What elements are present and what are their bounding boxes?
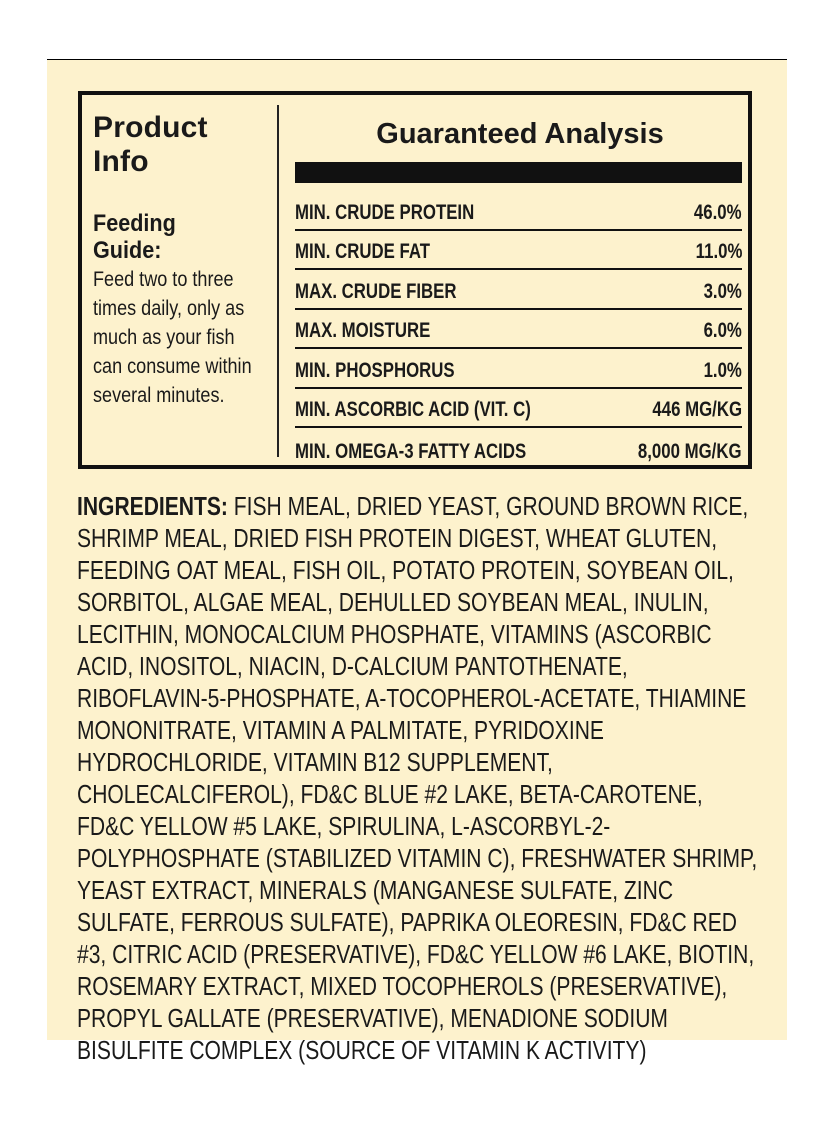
analysis-row [295,231,742,271]
analysis-row [295,191,742,231]
analysis-row-value: 11.0% [695,240,742,263]
ingredients-paragraph [77,490,757,1066]
analysis-row [295,349,742,389]
analysis-header-bar [295,162,742,183]
ingredients-text: FISH MEAL, DRIED YEAST, GROUND BROWN RICE, SHRIMP MEAL, DRIED FISH PROTEIN DIGEST, WHEAT GLUTEN, FEEDING OAT MEAL, FISH OIL, POTATO PROTEIN, SOYBEAN OIL, SORBITOL, ALGAE MEAL, DEHULLED SOYBEAN MEAL, INULIN, LECITHIN, MONOCALCIUM PHOSPHATE, VITAMINS (ASCORBIC ACID, INOSITOL, NIACIN, D-CALCIUM PANTOTHENATE, RIBOFLAVIN-5-PHOSPHATE, A-TOCOPHEROL-ACETATE, THIAMINE MONONITRATE, VITAMIN A PALMITATE, PYRIDOXINE HYDROCHLORIDE, VITAMIN B12 SUPPLEMENT, CHOLECALCIFEROL), FD&C BLUE #2 LAKE, BETA-CAROTENE, FD&C YELLOW #5 LAKE, SPIRULINA, L-ASCORBYL-2-POLYPHOSPHATE (STABILIZED VITAMIN C), FRESHWATER SHRIMP, YEAST EXTRACT, MINERALS (MANGANESE SULFATE, ZINC SULFATE, FERROUS SULFATE), PAPRIKA OLEORESIN, FD&C RED #3, CITRIC ACID (PRESERVATIVE), FD&C YELLOW #6 LAKE, BIOTIN, ROSEMARY EXTRACT, MIXED TOCOPHEROLS (PRESERVATIVE), PROPYL GALLATE (PRESERVATIVE), MENADIONE SODIUM BISULFITE COMPLEX (SOURCE OF VITAMIN K ACTIVITY) [77,491,758,1065]
analysis-row-value: 6.0% [703,319,742,342]
analysis-row-name: MIN. OMEGA-3 FATTY ACIDS [295,439,527,463]
analysis-row-value: 446 MG/KG [652,398,742,421]
feeding-guide-text: Feed two to three times daily, only as much as your fish can consume within several minutes. [93,268,252,407]
analysis-row-name: MIN. CRUDE FAT [295,240,431,263]
analysis-row [295,270,742,310]
column-divider [277,105,279,457]
analysis-row-value: 3.0% [703,279,742,303]
analysis-row-name: MIN. CRUDE PROTEIN [295,200,475,224]
feeding-guide-title: Feeding Guide: [93,210,176,264]
guaranteed-analysis-title: Guaranteed Analysis [376,118,664,150]
product-info-title: Product Info [93,111,208,178]
analysis-row-name: MIN. PHOSPHORUS [295,358,455,382]
ingredients-label: INGREDIENTS: [77,491,228,521]
analysis-row [295,310,742,350]
analysis-row-name: MAX. CRUDE FIBER [295,279,457,303]
analysis-row [295,389,742,429]
analysis-row [295,428,742,468]
analysis-row-value: 1.0% [703,358,742,382]
analysis-row-value: 46.0% [694,200,742,224]
product-info-column [93,111,273,410]
analysis-row-name: MAX. MOISTURE [295,319,431,342]
analysis-row-value: 8,000 MG/KG [638,439,742,463]
analysis-row-name: MIN. ASCORBIC ACID (VIT. C) [295,398,531,421]
info-box [78,91,752,469]
analysis-table [295,191,742,468]
